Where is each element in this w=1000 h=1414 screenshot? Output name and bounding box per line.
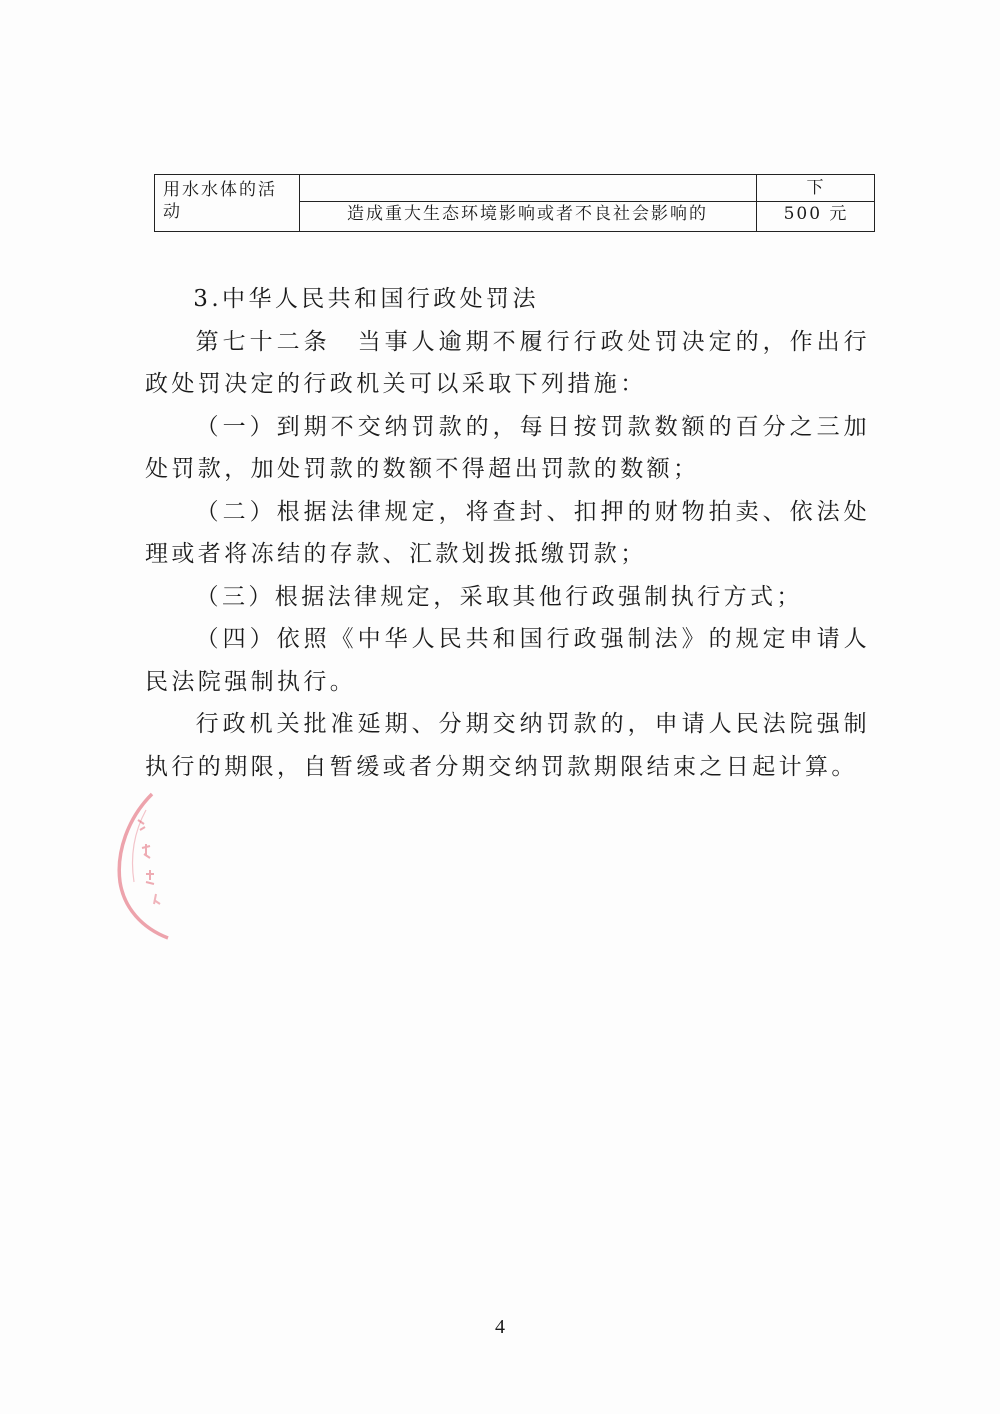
law-excerpt <box>145 278 870 788</box>
activity-line-1: 用水水体的活 <box>163 180 277 200</box>
table-row-divider <box>299 201 874 202</box>
penalty-table-fragment <box>154 174 875 232</box>
law-paragraph: 第七十二条 当事人逾期不履行行政处罚决定的，作出行政处罚决定的行政机关可以采取下列措施： <box>145 328 870 397</box>
law-paragraph: （二）根据法律规定，将查封、扣押的财物拍卖、依法处理或者将冻结的存款、汇款划拨抵缴罚款； <box>145 498 870 567</box>
table-cell-circumstance: 造成重大生态环境影响或者不良社会影响的 <box>347 204 708 224</box>
law-paragraph: （一）到期不交纳罚款的，每日按罚款数额的百分之三加处罚款，加处罚款的数额不得超出罚款的数额； <box>145 413 870 482</box>
activity-line-2: 动 <box>163 202 182 222</box>
table-cell-amount: 500 元 <box>783 204 849 224</box>
table-cell-upper-limit: 下 <box>806 178 826 198</box>
law-paragraph: 行政机关批准延期、分期交纳罚款的，申请人民法院强制执行的期限，自暂缓或者分期交纳罚款期限结束之日起计算。 <box>145 711 870 780</box>
table-cell-activity <box>163 179 295 223</box>
red-seal-fragment <box>110 790 180 940</box>
law-paragraph: （三）根据法律规定，采取其他行政强制执行方式； <box>195 583 803 610</box>
law-heading: 3.中华人民共和国行政处罚法 <box>193 286 539 312</box>
law-paragraph: （四）依照《中华人民共和国行政强制法》的规定申请人民法院强制执行。 <box>145 626 870 695</box>
page-number: 4 <box>495 1316 505 1338</box>
